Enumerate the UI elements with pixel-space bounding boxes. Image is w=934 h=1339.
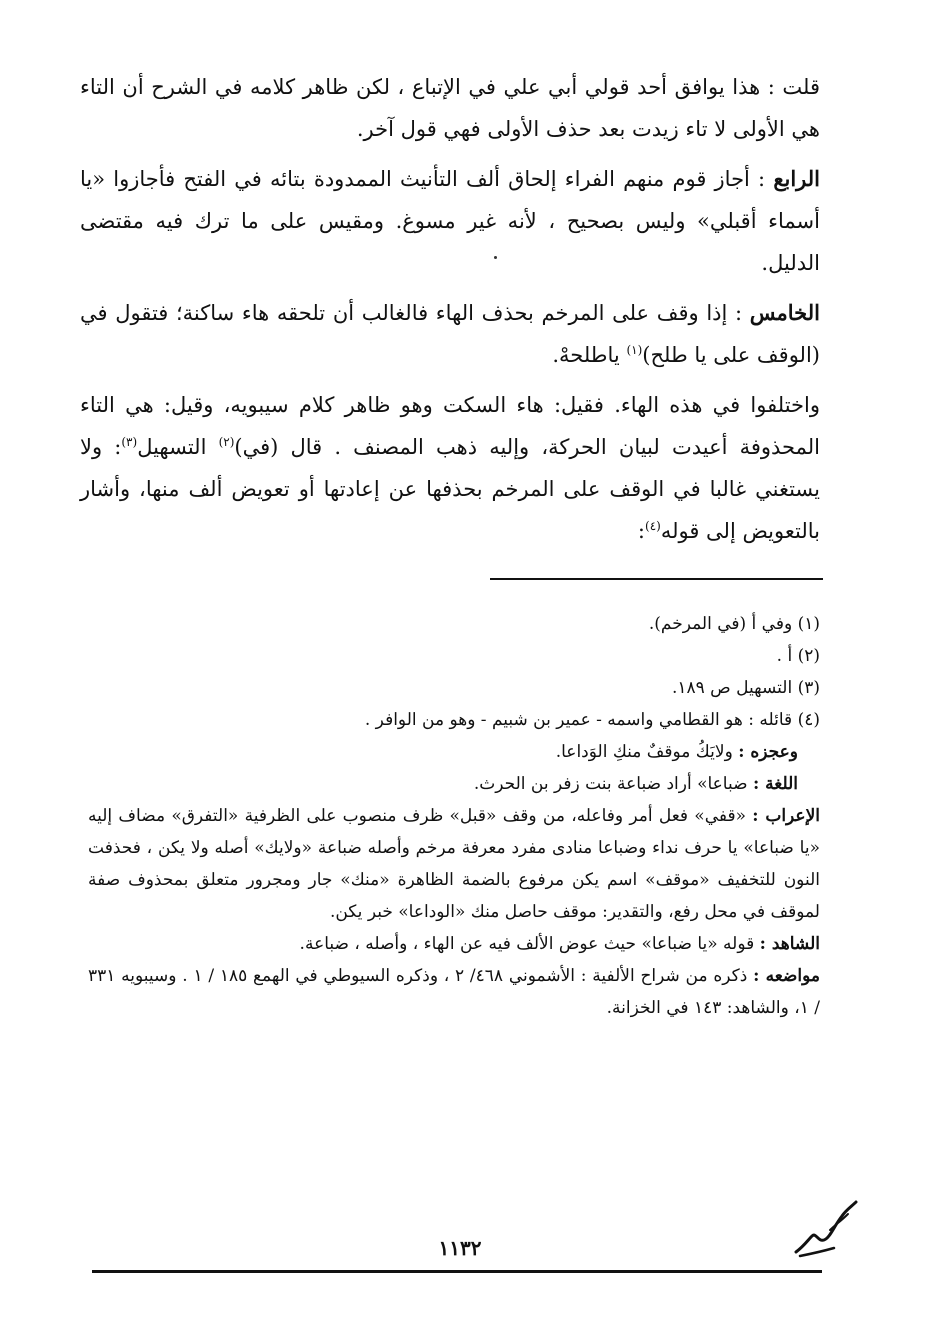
paragraph-4-text-a: واختلفوا في هذه الهاء. فقيل: هاء السكت وهو ظاهر كلام سيبويه، وقيل: هي التاء المحذوفة أعيدت لبيان الحركة، وإليه ذهب المصنف . قال (في) — [80, 393, 820, 459]
footnote-ref-4: (٤) — [645, 519, 661, 533]
footnote-2: (٢) أ . — [776, 646, 820, 666]
lugha-text: ضباعا» أراد ضباعة بنت زفر بن الحرث. — [473, 774, 748, 794]
footnote-shahid — [88, 928, 820, 960]
mawadi-label: مواضعه : — [753, 966, 820, 986]
paragraph-3-lead: الخامس — [749, 300, 820, 325]
irab-label: الإعراب : — [752, 806, 820, 826]
main-text-body — [80, 66, 820, 560]
irab-text: «قفي» فعل أمر وفاعله، من وقف «قبل» ظرف منصوب على الظرفية «التفرق» مضاف إليه «يا ضباعا» يا حرف نداء وضباعا منادى مفرد معرفة مرخم وأصله ضباعة «ولايك» أصله ولا يكن ، فحذفت النون للتخفيف «موقف» اسم يكن مرفوع بالضمة الظاهرة «منك» جار ومجرور متعلق بمحذوف صفة لموقف في محل رفع، والتقدير: موقف حاصل منك «الوداعا» خبر يكن. — [88, 806, 820, 922]
paragraph-4-text-c: : ولا يستغني غالبا في الوقف على المرخم بحذفها عن إعادتها أو تعويض ألف منها، وأشار بالتعويض إلى قوله — [80, 435, 820, 543]
paragraph-4-text-d: : — [637, 519, 645, 543]
footnote-3: (٣) التسهيل ص ١٨٩. — [671, 678, 820, 698]
footnote-ref-3: (٣) — [121, 435, 138, 449]
paragraph-4-text-b: التسهيل — [137, 435, 219, 459]
shahid-label: الشاهد : — [759, 934, 820, 954]
paragraph-2-text: : أجاز قوم منهم الفراء إلحاق ألف التأنيث الممدودة بتائه في الفتح فأجازوا «يا أسماء أقبلي» وليس بصحيح ، لأنه غير مسوغ. ومقيس على ما ترك فيه مقتضى الدليل. — [80, 167, 820, 275]
ajz-text: ولايَكُ موقفٌ منكِ الوَداعا. — [555, 742, 733, 762]
ajz-label: وعجزه : — [738, 742, 798, 762]
footnote-ajz — [88, 736, 820, 768]
paragraph-3-text-b: ياطلحهْ. — [552, 343, 627, 367]
mawadi-text: ذكره من شراح الألفية : الأشموني ٤٦٨/ ٢ ، وذكره السيوطي في الهمع ١٨٥ / ١ . وسيبويه ٣٣١ / ١، والشاهد: ١٤٣ في الخزانة. — [88, 966, 820, 1018]
shahid-text: قوله «يا ضباعا» حيث عوض الألف فيه عن الهاء ، وأصله ، ضباعة. — [299, 934, 755, 954]
page-number: ١١٣٢ — [438, 1236, 482, 1260]
paragraph-1 — [80, 66, 820, 150]
paragraph-4 — [80, 384, 820, 552]
footnotes-section — [88, 608, 820, 1024]
paragraph-3 — [80, 292, 820, 376]
footnote-irab — [88, 800, 820, 928]
page-bottom-rule — [92, 1270, 822, 1273]
signature-mark — [790, 1196, 860, 1266]
paragraph-3-text-a: : إذا وقف على المرخم بحذف الهاء فالغالب أن تلحقه هاء ساكنة؛ فتقول في (الوقف على يا طلح) — [80, 301, 820, 367]
footnote-4: (٤) قائله : هو القطامي واسمه - عمير بن شبيم - وهو من الوافر . — [364, 710, 820, 730]
lugha-label: اللغة : — [752, 774, 798, 794]
footnote-mawadi — [88, 960, 820, 1024]
footnote-ref-1: (١) — [626, 343, 643, 357]
footnote-lugha — [88, 768, 820, 800]
footnote-ref-2: (٢) — [218, 435, 235, 449]
stray-mark — [494, 256, 497, 259]
footnote-1: (١) وفي أ (في المرخم). — [648, 614, 820, 634]
paragraph-2 — [80, 158, 820, 284]
paragraph-2-lead: الرابع — [773, 166, 820, 191]
footnote-separator — [490, 578, 823, 580]
paragraph-1-text: قلت : هذا يوافق أحد قولي أبي علي في الإتباع ، لكن ظاهر كلامه في الشرح أن التاء هي الأولى لا تاء زيدت بعد حذف الأولى فهي قول آخر. — [80, 75, 820, 141]
